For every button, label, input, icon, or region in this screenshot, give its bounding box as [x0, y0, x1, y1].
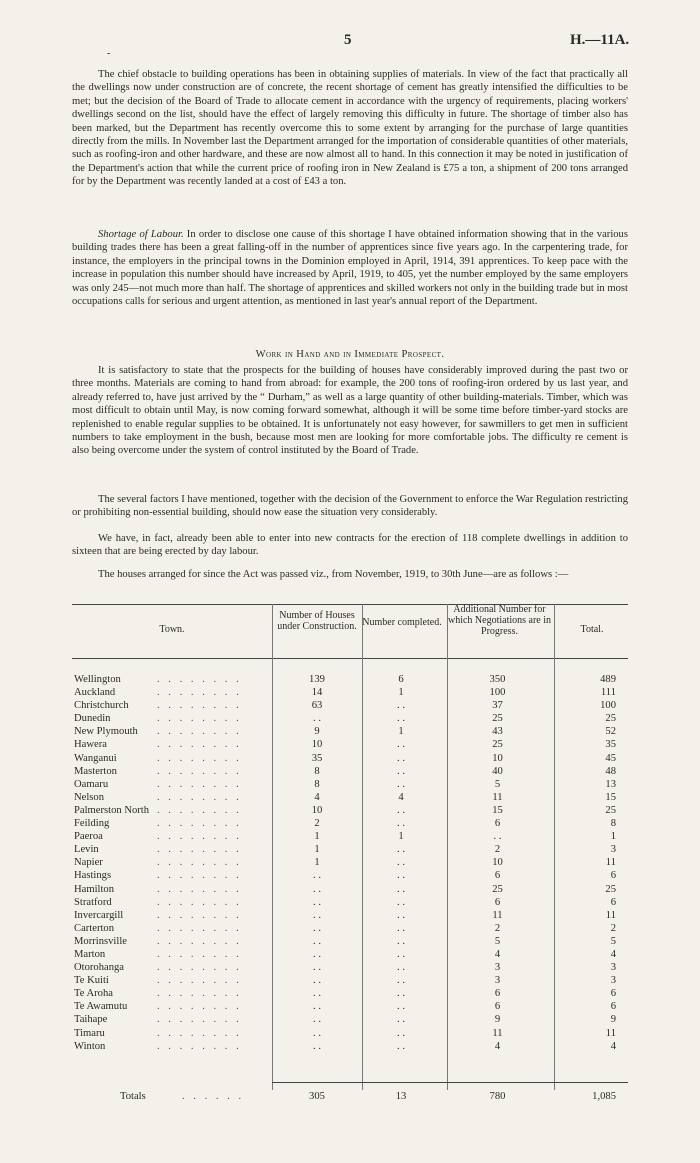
- cell-total: 6: [610, 988, 616, 1000]
- cell-houses: . .: [313, 713, 321, 725]
- cell-leader: . . . . . . . .: [157, 883, 242, 895]
- cell-total: 3: [610, 962, 616, 974]
- cell-total: 48: [605, 765, 616, 777]
- cell-additional: 100: [489, 687, 506, 699]
- paragraph-text: The chief obstacle to building operations has been in obtaining supplies of materials. In view of the fact that practically all the dwellings now under construction are of concrete, the recent shortage of cement has greatly intensified the difficulties to be met; but the decision of the Board of Trade to allocate cement in accordance with the urgency of requirements, placing workers' dwellings second on the list, should have the effect of largely removing this difficulty in future. The shortage of timber also has been marked, but the Department has recently overcome this to some extent by arranging for the purchase of large quantities directly from the mills. In November last the Department arranged for the importation of considerable quantities of other materials, such as roofing-iron and other hardware, and these are now almost all to hand. In this connection it may be noted in justification of the Department's action that while the current price of roofing iron in New Zealand is £75 a ton, a shipment of 200 tons arranged for by the Department was recently landed at a cost of £43 a ton.: [72, 69, 628, 188]
- cell-leader: . . . . . . . .: [157, 674, 242, 685]
- cell-houses: 1: [314, 831, 320, 843]
- cell-total: 8: [610, 818, 616, 830]
- cell-town: Levin: [74, 844, 99, 856]
- cell-additional: 5: [494, 778, 501, 790]
- cell-total: 25: [605, 713, 616, 725]
- cell-town: Auckland: [74, 687, 116, 699]
- cell-total: 35: [605, 739, 616, 751]
- cell-additional: 5: [494, 935, 501, 947]
- table-row: [72, 1027, 628, 1040]
- cell-town: Otorohanga: [74, 962, 125, 974]
- cell-additional: 25: [492, 713, 503, 725]
- cell-additional: 11: [492, 909, 503, 921]
- cell-completed: . .: [397, 1001, 405, 1013]
- cell-leader: . . . . . . . .: [157, 739, 242, 751]
- cell-total: 6: [610, 896, 616, 908]
- cell-town: Wellington: [74, 674, 121, 685]
- cell-town: Te Kuiti: [74, 975, 109, 987]
- cell-additional: 6: [494, 896, 501, 908]
- cell-houses: . .: [313, 1001, 321, 1013]
- cell-houses: . .: [313, 988, 321, 1000]
- table-row: [72, 699, 628, 712]
- cell-leader: . . . . . . . .: [157, 935, 242, 947]
- paragraph-text: The houses arranged for since the Act was passed viz., from November, 1919, to 30th June—are as follows :—: [98, 569, 569, 580]
- cell-additional: 37: [492, 700, 503, 712]
- cell-town: Feilding: [74, 818, 110, 830]
- cell-houses: 9: [314, 726, 320, 738]
- cell-total: 2: [610, 922, 616, 934]
- table-row: [72, 974, 628, 987]
- cell-leader: . . . . . . . .: [157, 713, 242, 725]
- cell-completed: . .: [397, 922, 405, 934]
- cell-town: New Plymouth: [74, 726, 138, 738]
- cell-houses: 63: [311, 700, 323, 712]
- cell-additional: 6: [494, 818, 501, 830]
- cell-additional: 6: [494, 988, 501, 1000]
- header-houses-under-construction: Number of Houses under Construction.: [277, 610, 357, 632]
- cell-houses: 35: [311, 752, 323, 764]
- cell-completed: . .: [397, 909, 405, 921]
- section-heading: Work in Hand and in Immediate Prospect.: [255, 349, 445, 360]
- cell-additional: 3: [494, 962, 501, 974]
- table-row: [72, 752, 628, 765]
- cell-completed: . .: [397, 1040, 405, 1052]
- cell-completed: . .: [397, 935, 405, 947]
- totals-houses: 305: [309, 1091, 325, 1102]
- totals-additional: 780: [489, 1091, 506, 1102]
- cell-houses: 8: [314, 765, 320, 777]
- cell-additional: 6: [494, 870, 501, 882]
- houses-table: [72, 598, 628, 1102]
- cell-total: 25: [605, 804, 616, 816]
- cell-town: Morrinsville: [74, 935, 127, 947]
- table-row: [72, 869, 628, 882]
- table-row: [72, 712, 628, 725]
- cell-leader: . . . . . . . .: [157, 896, 242, 908]
- cell-total: 489: [600, 674, 616, 685]
- cell-completed: . .: [397, 896, 405, 908]
- cell-town: Masterton: [74, 765, 117, 777]
- cell-completed: . .: [397, 1027, 405, 1039]
- table-row: [72, 909, 628, 922]
- cell-houses: 10: [311, 739, 323, 751]
- table-totals-row: [72, 1090, 628, 1104]
- cell-completed: . .: [397, 713, 405, 725]
- cell-town: Nelson: [74, 791, 105, 803]
- cell-leader: . . . . . . . .: [157, 975, 242, 987]
- table-row: [72, 817, 628, 830]
- table-row: [72, 1040, 628, 1053]
- cell-town: Christchurch: [74, 700, 129, 712]
- cell-leader: . . . . . . . .: [157, 1001, 242, 1013]
- table-row: [72, 686, 628, 699]
- cell-total: 11: [605, 857, 616, 869]
- table-row: [72, 778, 628, 791]
- cell-additional: 40: [492, 765, 503, 777]
- cell-leader: . . . . . . . .: [157, 765, 242, 777]
- cell-additional: 11: [492, 791, 503, 803]
- cell-town: Carterton: [74, 922, 115, 934]
- table-row: [72, 1013, 628, 1026]
- cell-leader: . . . . . . . .: [157, 818, 242, 830]
- cell-total: 100: [600, 700, 616, 712]
- cell-houses: . .: [313, 870, 321, 882]
- cell-town: Palmerston North: [74, 804, 150, 816]
- cell-additional: . .: [493, 831, 502, 843]
- cell-total: 45: [605, 752, 616, 764]
- cell-additional: 25: [492, 739, 503, 751]
- cell-town: Hamilton: [74, 883, 115, 895]
- cell-houses: 2: [314, 818, 320, 830]
- cell-leader: . . . . . . . .: [157, 870, 242, 882]
- cell-town: Hastings: [74, 870, 112, 882]
- page-number: 5: [344, 32, 352, 48]
- cell-completed: . .: [397, 870, 405, 882]
- cell-houses: . .: [313, 909, 321, 921]
- totals-leader: . . . . . .: [182, 1091, 245, 1102]
- cell-additional: 10: [492, 752, 503, 764]
- table-row: [72, 765, 628, 778]
- cell-completed: . .: [397, 844, 405, 856]
- cell-houses: 1: [314, 857, 320, 869]
- cell-leader: . . . . . . . .: [157, 687, 242, 699]
- cell-houses: . .: [313, 1040, 321, 1052]
- cell-leader: . . . . . . . .: [157, 909, 242, 921]
- paragraph-contracts: [72, 532, 628, 559]
- cell-leader: . . . . . . . .: [157, 778, 242, 790]
- cell-completed: . .: [397, 962, 405, 974]
- cell-additional: 2: [494, 922, 501, 934]
- cell-total: 52: [605, 726, 616, 738]
- cell-completed: . .: [397, 752, 405, 764]
- paragraph-text: [72, 228, 628, 308]
- cell-leader: . . . . . . . .: [157, 922, 242, 934]
- document-reference: H.—11A.: [570, 32, 630, 48]
- cell-additional: 10: [492, 857, 503, 869]
- cell-total: 15: [605, 791, 616, 803]
- cell-completed: . .: [397, 700, 405, 712]
- cell-additional: 15: [492, 804, 503, 816]
- cell-houses: 139: [309, 674, 325, 685]
- cell-leader: . . . . . . . .: [157, 700, 242, 712]
- table-row: [72, 738, 628, 751]
- cell-total: 6: [610, 870, 616, 882]
- cell-town: Invercargill: [74, 909, 124, 921]
- cell-leader: . . . . . . . .: [157, 857, 242, 869]
- cell-leader: . . . . . . . .: [157, 752, 242, 764]
- cell-town: Winton: [74, 1040, 106, 1052]
- cell-total: 25: [605, 883, 616, 895]
- cell-town: Paeroa: [74, 831, 103, 843]
- cell-completed: 1: [398, 831, 404, 843]
- cell-town: Taihape: [74, 1014, 108, 1026]
- table-header-rule: [72, 658, 628, 659]
- cell-leader: . . . . . . . .: [157, 1027, 242, 1039]
- cell-town: Dunedin: [74, 713, 111, 725]
- cell-completed: . .: [397, 778, 405, 790]
- table-row: [72, 948, 628, 961]
- cell-houses: . .: [313, 948, 321, 960]
- table-row: [72, 856, 628, 869]
- totals-completed: 13: [395, 1091, 407, 1102]
- cell-houses: . .: [313, 1014, 321, 1026]
- cell-houses: . .: [313, 975, 321, 987]
- cell-additional: 9: [494, 1014, 501, 1026]
- cell-leader: . . . . . . . .: [157, 791, 242, 803]
- cell-houses: . .: [313, 962, 321, 974]
- cell-houses: 1: [314, 844, 320, 856]
- cell-completed: . .: [397, 739, 405, 751]
- cell-additional: 11: [492, 1027, 503, 1039]
- cell-additional: 43: [492, 726, 503, 738]
- cell-completed: . .: [397, 1014, 405, 1026]
- cell-houses: . .: [313, 883, 321, 895]
- cell-town: Te Aroha: [74, 988, 113, 1000]
- cell-completed: 4: [398, 791, 404, 803]
- header-total: Total.: [580, 624, 604, 635]
- table-row: [72, 987, 628, 1000]
- cell-completed: . .: [397, 948, 405, 960]
- paragraph-body: In order to disclose one cause of this shortage I have obtained information showing that in the various building trades there has been a great falling-off in the number of apprentices since five years ago. In the carpentering trade, for instance, the employers in the principal towns in the Dominion employed in April, 1914, 391 apprentices. To keep pace with the increase in population this number should have increased by April, 1919, to 405, yet the number employed by the same employers was only 245—not much more than half. The shortage of apprentices and skilled workers not only in the building trade but in most occupations calls for serious and urgent attention, as mentioned in last year's annual report of the Department.: [72, 229, 628, 308]
- cell-total: 13: [605, 778, 616, 790]
- header-additional-number: Additional Number for which Negotiations are in Progress.: [447, 604, 552, 637]
- cell-leader: . . . . . . . .: [157, 804, 242, 816]
- cell-town: Stratford: [74, 896, 112, 908]
- table-row: [72, 725, 628, 738]
- cell-leader: . . . . . . . .: [157, 988, 242, 1000]
- table-body: [72, 673, 628, 1053]
- paragraph-lead: Shortage of Labour.: [98, 229, 184, 240]
- cell-total: 111: [600, 687, 616, 699]
- cell-town: Marton: [74, 948, 106, 960]
- cell-town: Oamaru: [74, 778, 109, 790]
- cell-total: 3: [610, 975, 616, 987]
- cell-total: 11: [605, 1027, 616, 1039]
- paragraph-text: It is satisfactory to state that the prospects for the building of houses have considerably improved during the past two or three months. Materials are coming to hand from abroad: for example, the 200 tons of roofing-iron ordered by us last year, and already referred to, have just arrived by the “ Durham,” as well as a large quantity of other building-materials. Timber, which was most difficult to obtain until May, is now coming forward somewhat, although it will be some time before timber-yard stocks are replenished to enable regular supplies to be obtained. It is unfortunately not easy however, for sawmillers to get men in sufficient numbers to take employment in the bush, because most men are looking for more comfortable jobs. The difficulty re cement is also being overcome under the system of control instituted by the Board of Trade.: [72, 365, 628, 457]
- cell-leader: . . . . . . . .: [157, 962, 242, 974]
- cell-total: 5: [610, 935, 616, 947]
- cell-leader: . . . . . . . .: [157, 948, 242, 960]
- paragraph-materials: [72, 68, 628, 189]
- cell-completed: 1: [398, 726, 404, 738]
- cell-houses: 4: [314, 791, 320, 803]
- table-row: [72, 896, 628, 909]
- cell-houses: . .: [313, 922, 321, 934]
- cell-completed: . .: [397, 883, 405, 895]
- cell-additional: 4: [494, 948, 501, 960]
- cell-houses: . .: [313, 1027, 321, 1039]
- cell-additional: 2: [494, 844, 501, 856]
- cell-completed: 6: [398, 674, 404, 685]
- table-row: [72, 922, 628, 935]
- totals-label: Totals: [120, 1091, 146, 1102]
- cell-town: Napier: [74, 857, 103, 869]
- table-row: [72, 804, 628, 817]
- header-town: Town.: [159, 624, 185, 635]
- cell-additional: 4: [494, 1040, 501, 1052]
- cell-houses: 8: [314, 778, 320, 790]
- cell-completed: . .: [397, 765, 405, 777]
- cell-leader: . . . . . . . .: [157, 831, 242, 843]
- cell-houses: . .: [313, 896, 321, 908]
- paragraph-prospects: [72, 364, 628, 458]
- cell-houses: 14: [311, 687, 323, 699]
- cell-town: Hawera: [74, 739, 107, 751]
- cell-leader: . . . . . . . .: [157, 1014, 242, 1026]
- table-row: [72, 830, 628, 843]
- table-row: [72, 935, 628, 948]
- cell-town: Te Awamutu: [74, 1001, 128, 1013]
- table-totals-rule: [272, 1082, 628, 1083]
- cell-completed: . .: [397, 818, 405, 830]
- paragraph-factors: [72, 493, 628, 520]
- cell-total: 9: [610, 1014, 616, 1026]
- table-row: [72, 883, 628, 896]
- paragraph-shortage-of-labour: [72, 228, 628, 308]
- cell-leader: . . . . . . . .: [157, 726, 242, 738]
- cell-additional: 6: [494, 1001, 501, 1013]
- cell-completed: 1: [398, 687, 404, 699]
- table-row: [72, 1000, 628, 1013]
- cell-total: 1: [610, 831, 616, 843]
- cell-additional: 3: [494, 975, 501, 987]
- paragraph-table-intro: [72, 568, 628, 581]
- cell-additional: 25: [492, 883, 503, 895]
- cell-leader: . . . . . . . .: [157, 844, 242, 856]
- cell-total: 11: [605, 909, 616, 921]
- cell-completed: . .: [397, 988, 405, 1000]
- table-row: [72, 843, 628, 856]
- cell-town: Wanganui: [74, 752, 117, 764]
- table-row: [72, 791, 628, 804]
- cell-completed: . .: [397, 975, 405, 987]
- cell-completed: . .: [397, 804, 405, 816]
- cell-total: 4: [610, 948, 616, 960]
- cell-total: 3: [610, 844, 616, 856]
- table-row: [72, 961, 628, 974]
- table-row: [72, 673, 628, 686]
- cell-houses: . .: [313, 935, 321, 947]
- paragraph-text: We have, in fact, already been able to enter into new contracts for the erection of 118 complete dwellings in addition to sixteen that are being erected by day labour.: [72, 533, 628, 558]
- cell-completed: . .: [397, 857, 405, 869]
- cell-total: 4: [610, 1040, 616, 1052]
- totals-total: 1,085: [592, 1091, 616, 1102]
- paragraph-text: The several factors I have mentioned, together with the decision of the Government to enforce the War Regulation restricting or prohibiting non-essential building, should now ease the situation very considerably.: [72, 494, 628, 519]
- header-mark: -: [107, 48, 111, 59]
- cell-town: Timaru: [74, 1027, 105, 1039]
- cell-leader: . . . . . . . .: [157, 1040, 242, 1052]
- cell-total: 6: [610, 1001, 616, 1013]
- header-number-completed: Number completed.: [362, 617, 442, 628]
- cell-additional: 350: [489, 674, 506, 685]
- cell-houses: 10: [311, 804, 323, 816]
